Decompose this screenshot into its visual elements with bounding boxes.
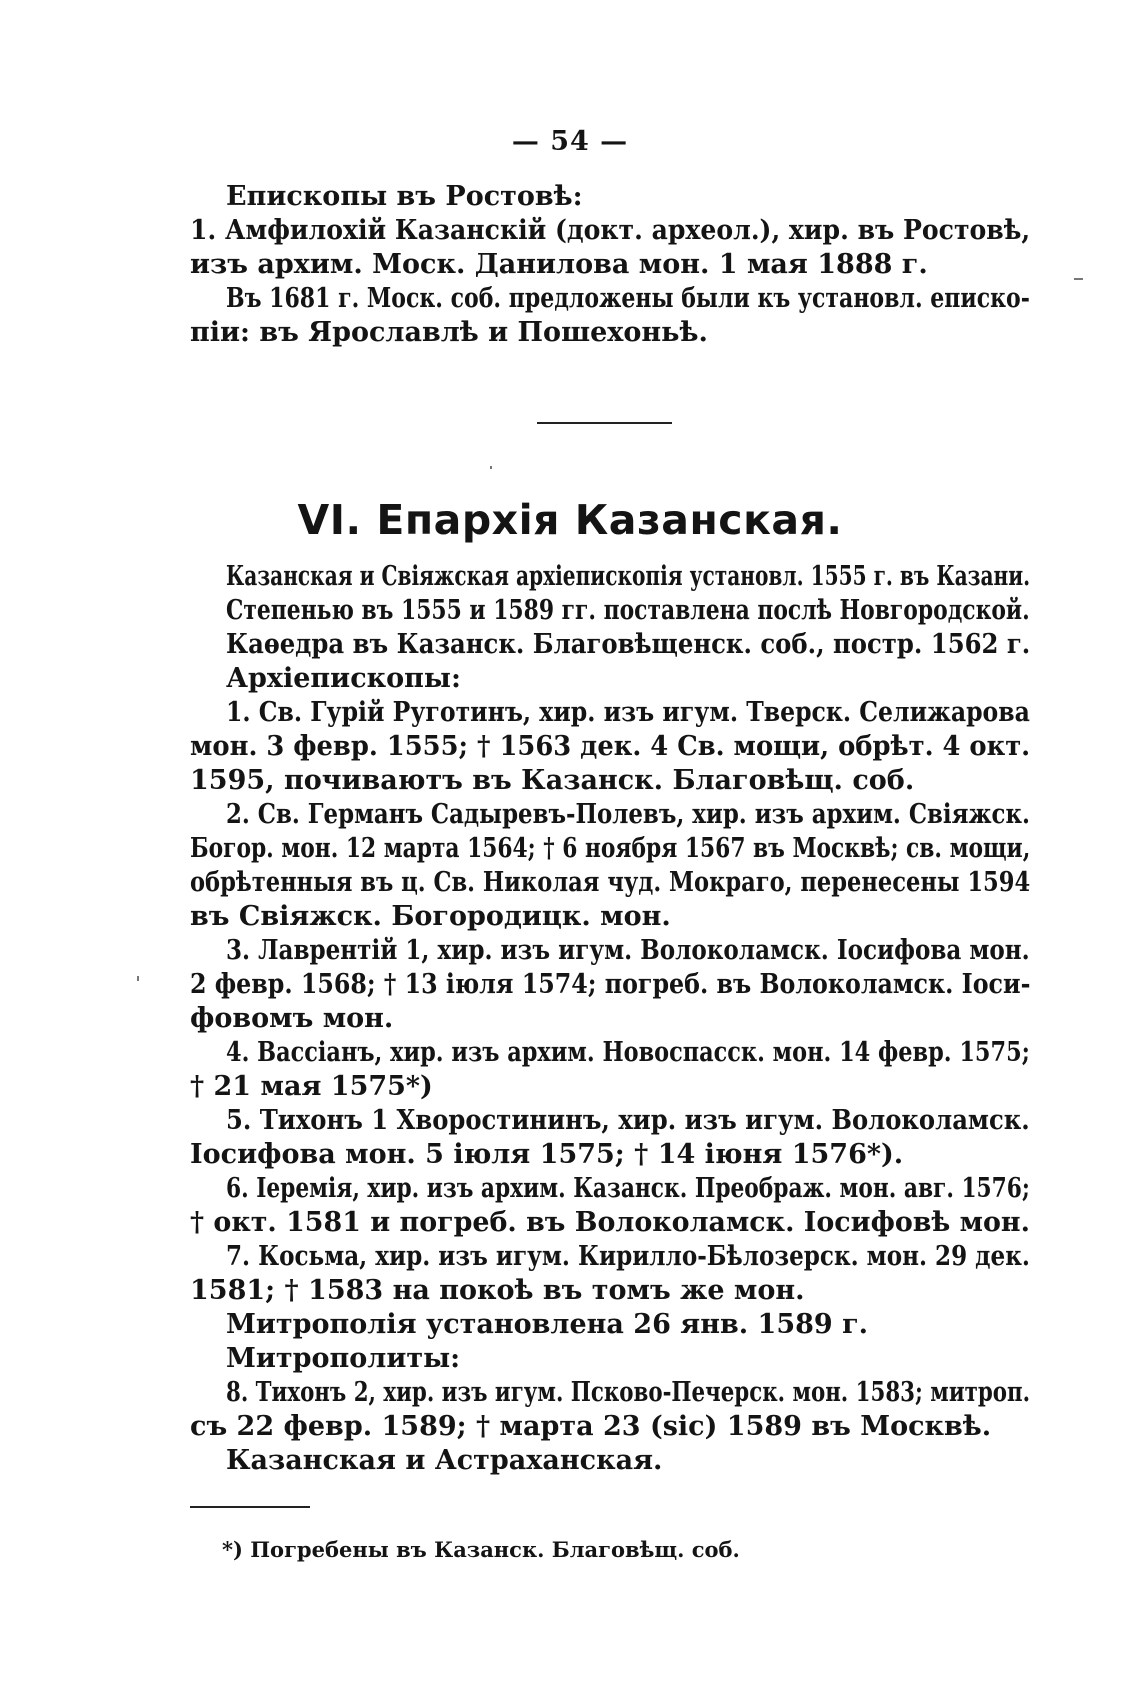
text-line: 1581; † 1583 на покоѣ въ томъ же мон. [190, 1275, 805, 1306]
page-number: — 54 — [511, 126, 629, 157]
footnote: *) Погребены въ Казанск. Благовѣщ. соб. [222, 1537, 740, 1562]
text-line: Въ 1681 г. Моск. соб. предложены были къ установл. еписко- [226, 283, 1030, 314]
text-line: 1595, почиваютъ въ Казанск. Благовѣщ. соб. [190, 765, 915, 796]
text-line: 1. Амфилохій Казанскій (докт. археол.), хир. въ Ростовѣ, [190, 215, 1031, 246]
text-line: піи: въ Ярославлѣ и Пошехоньѣ. [190, 317, 708, 348]
text-line: 2. Св. Германъ Садыревъ-Полевъ, хир. изъ архим. Свіяжск. [226, 799, 1030, 830]
text-line: Каѳедра въ Казанск. Благовѣщенск. соб., постр. 1562 г. [226, 629, 1031, 660]
section-divider [537, 422, 672, 424]
scan-speck [490, 466, 492, 469]
text-line: въ Свіяжск. Богородицк. мон. [190, 901, 671, 932]
section-heading: VI. Епархія Казанская. [297, 496, 843, 544]
text-line: Архіепископы: [226, 663, 461, 694]
text-line: мон. 3 февр. 1555; † 1563 дек. 4 Св. мощи, обрѣт. 4 окт. [190, 731, 1031, 762]
text-line: 6. Іеремія, хир. изъ архим. Казанск. Преображ. мон. авг. 1576; [226, 1173, 1030, 1204]
text-line: Богор. мон. 12 марта 1564; † 6 ноября 1567 въ Москвѣ; св. мощи, [190, 833, 1031, 864]
text-line: Степенью въ 1555 и 1589 гг. поставлена послѣ Новгородской. [226, 595, 1030, 626]
text-line: 3. Лаврентій 1, хир. изъ игум. Волоколамск. Іосифова мон. [226, 935, 1030, 966]
text-line: Митрополиты: [226, 1343, 461, 1374]
text-line: Казанская и Свіяжская архіепископія установл. 1555 г. въ Казани. [226, 561, 1031, 592]
text-line: 4. Вассіанъ, хир. изъ архим. Новоспасск. мон. 14 февр. 1575; [226, 1037, 1030, 1068]
scan-speck [137, 976, 139, 981]
text-line: † 21 мая 1575*) [190, 1071, 433, 1102]
text-line: 1. Св. Гурій Руготинъ, хир. изъ игум. Тверск. Селижарова [226, 697, 1030, 728]
margin-mark [1074, 278, 1083, 280]
text-line: Митрополія установлена 26 янв. 1589 г. [226, 1309, 869, 1340]
text-line: Казанская и Астраханская. [226, 1445, 663, 1476]
text-line: 2 февр. 1568; † 13 іюля 1574; погреб. въ Волоколамск. Іоси- [190, 969, 1031, 1000]
text-line: изъ архим. Моск. Данилова мон. 1 мая 1888 г. [190, 249, 928, 280]
footnote-rule [190, 1506, 310, 1508]
text-line: обрѣтенныя въ ц. Св. Николая чуд. Мокраго, перенесены 1594 [190, 867, 1031, 898]
text-line: † окт. 1581 и погреб. въ Волоколамск. Іосифовѣ мон. [190, 1207, 1030, 1238]
text-line: съ 22 февр. 1589; † марта 23 (sic) 1589 въ Москвѣ. [190, 1411, 992, 1442]
text-line: Іосифова мон. 5 іюля 1575; † 14 іюня 1576*). [190, 1139, 904, 1170]
text-line: фовомъ мон. [190, 1003, 394, 1034]
text-line: 7. Косьма, хир. изъ игум. Кирилло-Бѣлозерск. мон. 29 дек. [226, 1241, 1030, 1272]
text-line: 5. Тихонъ 1 Хворостининъ, хир. изъ игум. Волоколамск. [226, 1105, 1030, 1136]
text-line: Епископы въ Ростовѣ: [226, 181, 583, 212]
text-line: 8. Тихонъ 2, хир. изъ игум. Псково-Печерск. мон. 1583; митроп. [226, 1377, 1031, 1408]
